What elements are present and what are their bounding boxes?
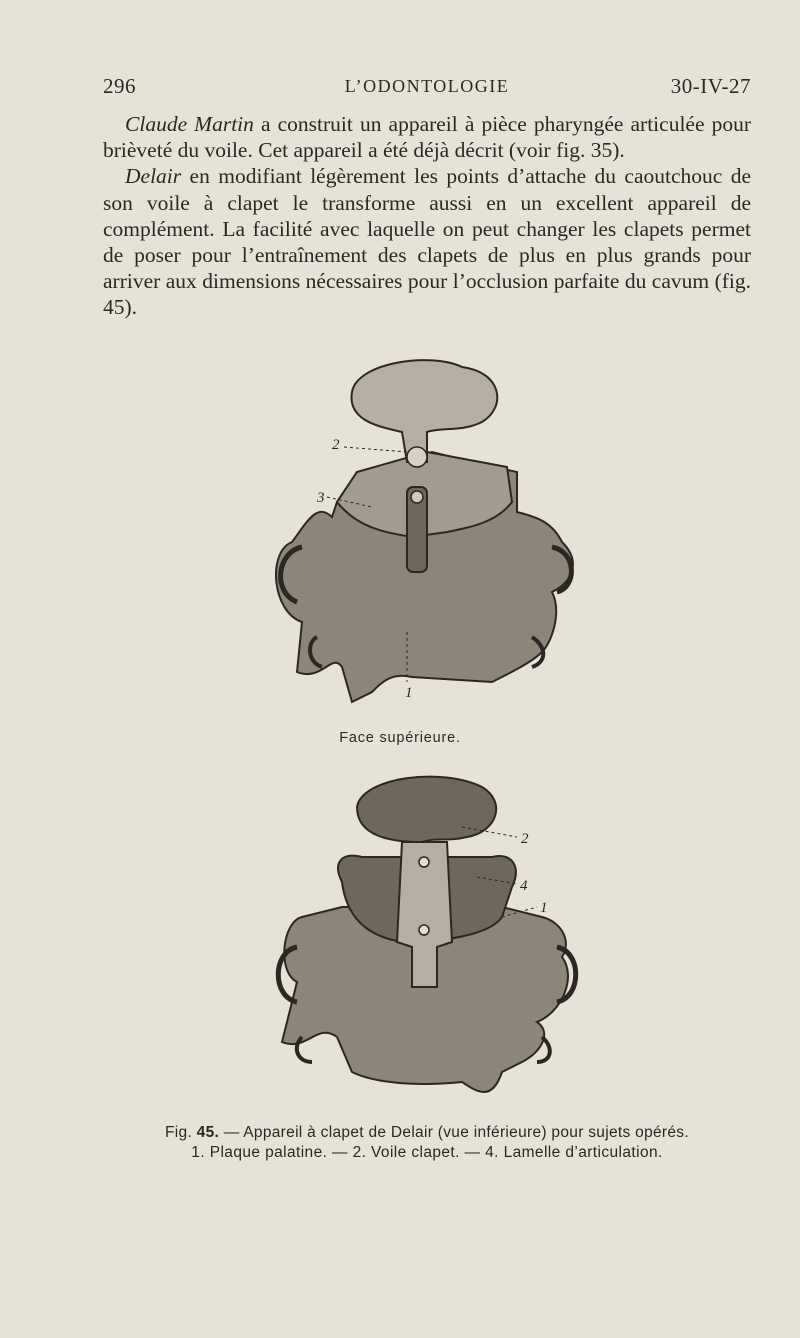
label-4: 4: [520, 878, 528, 894]
label-1: 1: [405, 685, 413, 701]
label-3: 3: [317, 490, 325, 506]
author-name: Claude Martin: [125, 112, 254, 136]
caption-text: — Appareil à clapet de Delair (vue inférieure) pour sujets opérés.: [219, 1124, 689, 1141]
paragraph-text: a construit un appareil à pièce pharyngée articulée pour brièveté du voile. Cet appareil a été déjà décrit (voir fig. 35).: [103, 112, 751, 163]
figure-upper-caption: Face supérieure.: [339, 730, 461, 746]
paragraph-text: en modifiant légèrement les points d’attache du caoutchouc de son voile à clapet le transforme aussi en un excellent appareil de complément. La facilité avec laquelle on peut changer les clapets permet de poser pour l’entraînement des clapets de plus en plus grands pour arriver aux dimensions nécessaires pour l’occlusion parfaite du cavum (fig. 45).: [103, 164, 751, 320]
running-header: [103, 74, 751, 104]
label-2: 2: [332, 437, 340, 453]
paragraph-1: [103, 111, 751, 163]
label-2: 2: [521, 831, 529, 847]
page-number: 296: [103, 74, 136, 98]
appliance-illustration-lower: [262, 772, 592, 1117]
caption-title: [100, 1123, 754, 1143]
caption-legend: 1. Plaque palatine. — 2. Voile clapet. — 4. Lamelle d’articulation.: [191, 1144, 663, 1161]
paragraph-2: [103, 163, 751, 320]
caption-prefix: Fig.: [165, 1124, 193, 1141]
figure-lower-face: [262, 772, 592, 1117]
issue-date: 30-IV-27: [670, 74, 751, 98]
body-text: [103, 111, 751, 321]
caption-number: 45.: [196, 1124, 220, 1141]
author-name: Delair: [125, 164, 182, 189]
figure-upper-face: [262, 352, 592, 712]
figure-caption: [100, 1123, 754, 1163]
label-1: 1: [540, 900, 548, 916]
appliance-illustration-upper: [262, 352, 592, 712]
journal-title: L’ODONTOLOGIE: [344, 76, 510, 96]
